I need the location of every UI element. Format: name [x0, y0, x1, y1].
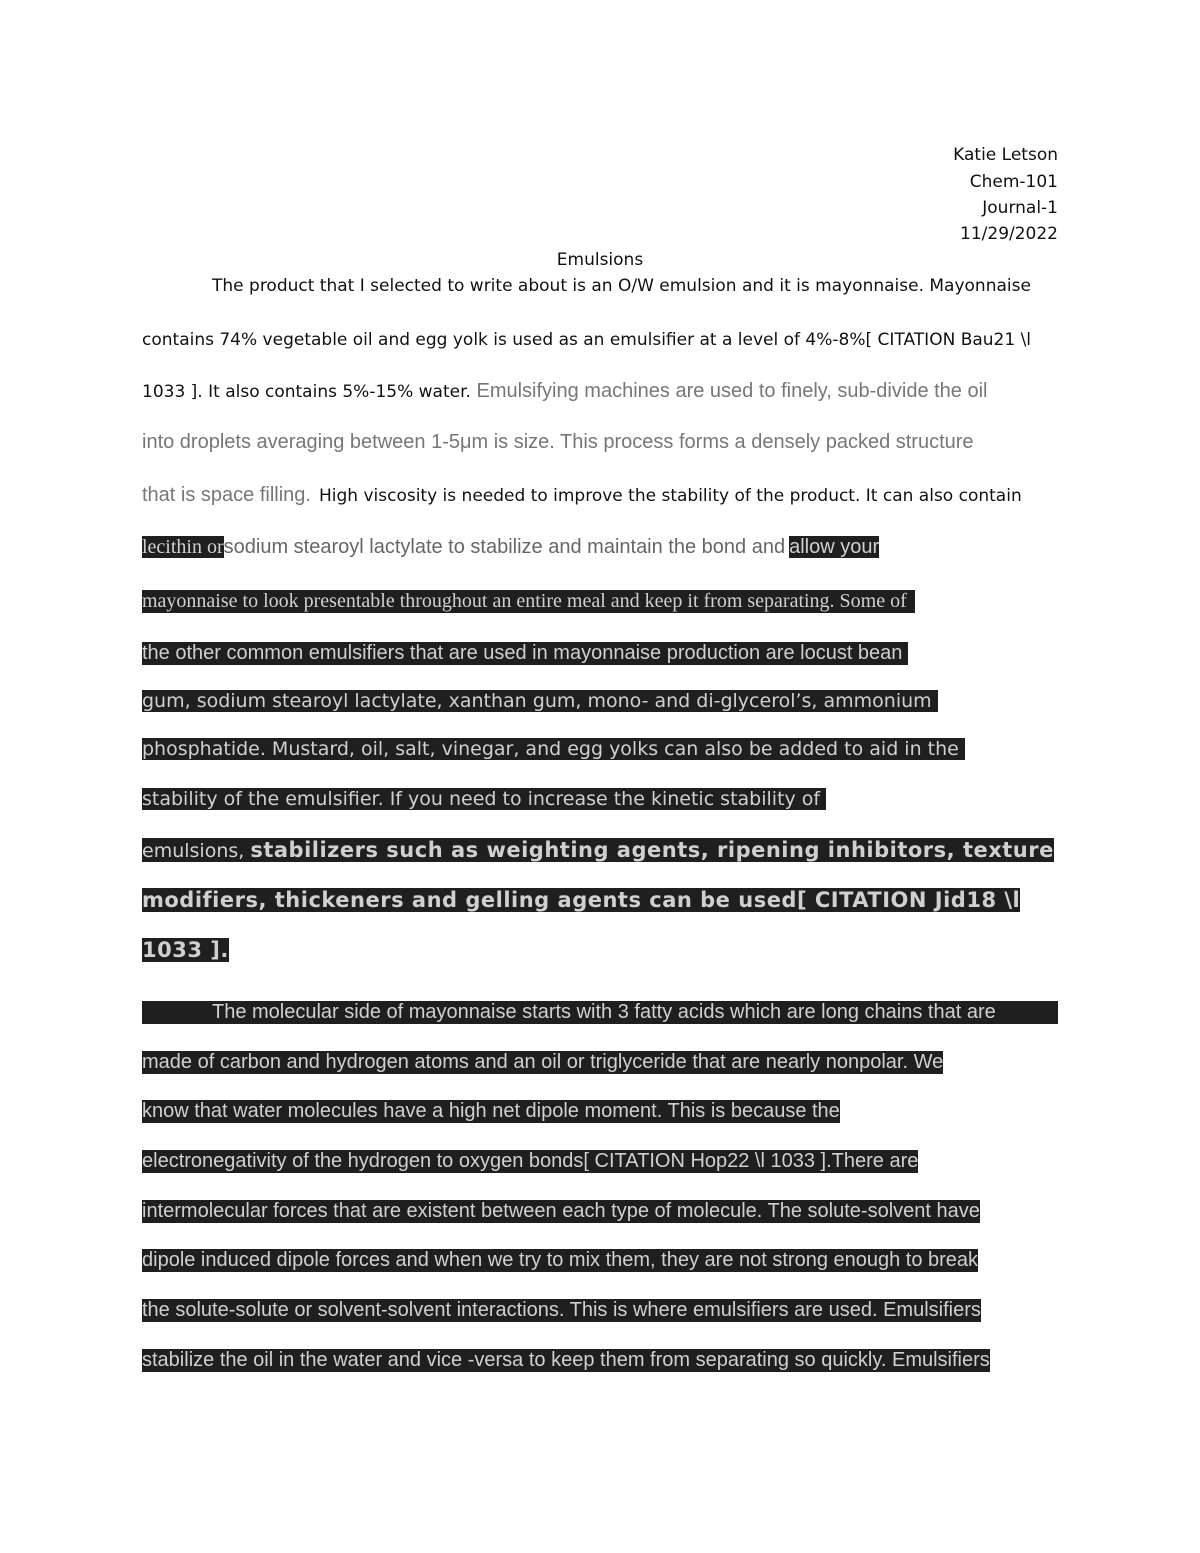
- highlighted-segment: allow your: [789, 536, 880, 558]
- text-segment: stabilizers such as weighting agents, ripening inhibitors, texture: [250, 838, 1054, 862]
- text-line-5: [142, 484, 1022, 507]
- text-line-1: The product that I selected to write about is an O/W emulsion and it is mayonnaise. Mayonnaise: [212, 276, 1031, 296]
- course-name: Chem-101: [969, 172, 1058, 192]
- paragraph2-line-5: intermolecular forces that are existent between each type of molecule. The solute-solvent have: [142, 1200, 980, 1222]
- text-line-8: the other common emulsifiers that are used in mayonnaise production are locust bean: [142, 642, 908, 665]
- text-segment: Emulsifying machines are used to finely, sub-divide the oil: [470, 380, 988, 402]
- paragraph2-line-2: made of carbon and hydrogen atoms and an oil or triglyceride that are nearly nonpolar. We: [142, 1051, 944, 1073]
- text-segment: High viscosity is needed to improve the stability of the product. It can also contain: [318, 486, 1022, 506]
- assignment-name: Journal-1: [982, 198, 1058, 218]
- text-line-10: phosphatide. Mustard, oil, salt, vinegar, and egg yolks can also be added to aid in the: [142, 738, 965, 760]
- text-segment: that is space filling.: [142, 484, 311, 506]
- author-name: Katie Letson: [953, 145, 1058, 165]
- text-line-14: 1033 ].: [142, 938, 229, 962]
- document-date: 11/29/2022: [960, 224, 1058, 244]
- text-line-13: modifiers, thickeners and gelling agents can be used[ CITATION Jid18 \l: [142, 888, 1021, 912]
- text-line-7: mayonnaise to look presentable throughout an entire meal and keep it from separating. Some of: [142, 590, 915, 613]
- highlighted-segment: lecithin or: [142, 536, 224, 558]
- text-line-11: stability of the emulsifier. If you need to increase the kinetic stability of: [142, 788, 826, 810]
- paragraph2-line-3: know that water molecules have a high net dipole moment. This is because the: [142, 1100, 840, 1122]
- document-title: Emulsions: [556, 250, 644, 270]
- paragraph2-line-8: stabilize the oil in the water and vice -versa to keep them from separating so quickly. Emulsifiers: [142, 1349, 990, 1371]
- text-segment: sodium stearoyl lactylate to stabilize and maintain the bond and: [223, 536, 786, 558]
- paragraph2-line-7: the solute-solute or solvent-solvent interactions. This is where emulsifiers are used. Emulsifiers: [142, 1299, 981, 1321]
- text-line-12: [142, 838, 1054, 862]
- text-segment: emulsions,: [142, 840, 251, 862]
- text-segment: 1033 ]. It also contains 5%-15% water.: [142, 382, 471, 402]
- paragraph2-line-1: The molecular side of mayonnaise starts with 3 fatty acids which are long chains that are: [142, 1001, 1058, 1024]
- paragraph2-line-6: dipole induced dipole forces and when we try to mix them, they are not strong enough to break: [142, 1249, 979, 1271]
- text-line-3: [142, 380, 988, 403]
- paragraph2-line-4: electronegativity of the hydrogen to oxygen bonds[ CITATION Hop22 \l 1033 ].There are: [142, 1150, 919, 1172]
- text-line-4: into droplets averaging between 1-5μm is size. This process forms a densely packed structure: [142, 431, 974, 453]
- text-line-9: gum, sodium stearoyl lactylate, xanthan gum, mono- and di-glycerol’s, ammonium: [142, 690, 938, 712]
- text-line-2: contains 74% vegetable oil and egg yolk is used as an emulsifier at a level of 4%-8%[ CITATION Bau21 \l: [142, 330, 1032, 350]
- text-line-6: [142, 536, 879, 559]
